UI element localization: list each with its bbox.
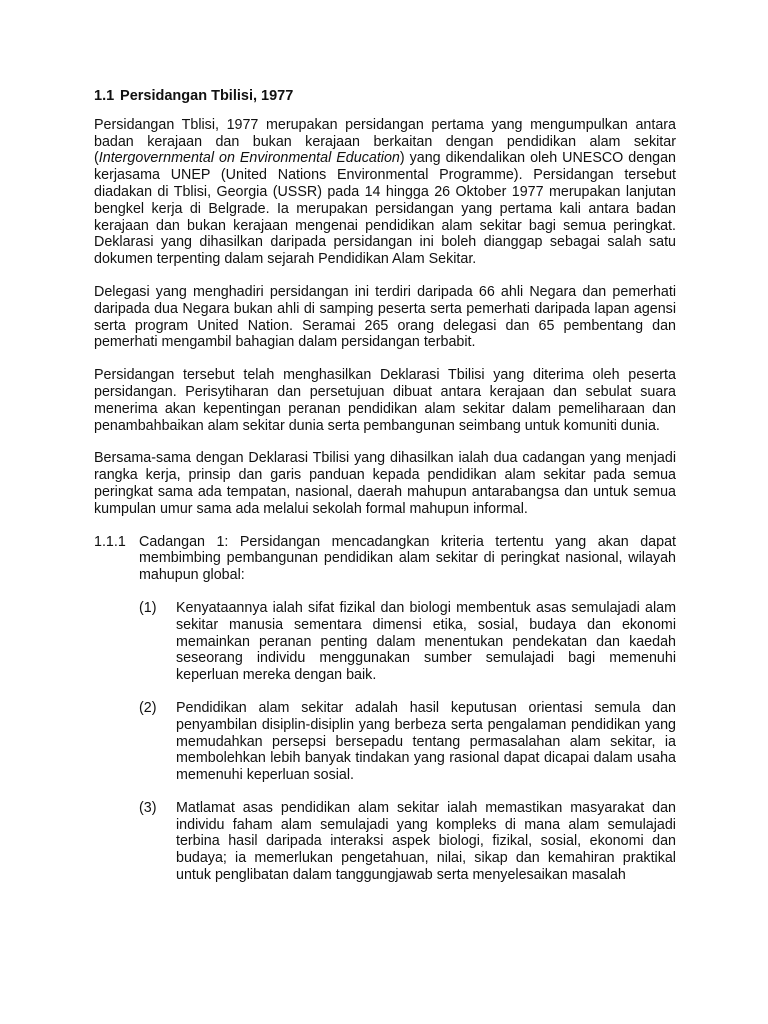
paragraph-1: [94, 117, 676, 268]
list-item: [139, 700, 676, 784]
paragraph-1-text-b: ) yang dikendalikan oleh UNESCO dengan kerjasama UNEP (United Nations Environmental Programme). Persidangan tersebut diadakan di Tblisi, Georgia (USSR) pada 14 hingga 26 Oktober 1977 merupakan lanjutan bengkel kerja di Belgrade. Ia merupakan persidangan yang pertama kali antara badan kerajaan dan bukan kerajaan mengenai pendidikan alam sekitar bagi semua peringkat. Deklarasi yang dihasilkan daripada persidangan ini boleh dianggap sebagai salah satu dokumen terpenting dalam sejarah Pendidikan Alam Sekitar.: [94, 150, 677, 268]
paragraph-2: Delegasi yang menghadiri persidangan ini terdiri daripada 66 ahli Negara dan pemerhati daripada dua Negara bukan ahli di samping peserta serta pemerhati daripada lapan agensi serta program United Nation. Seramai 265 orang delegasi dan 65 pembentang dan pemerhati mengambil bahagian dalam persidangan terbabit.: [94, 283, 676, 351]
subsection-1-1-1: [94, 534, 676, 584]
list-item-text: Pendidikan alam sekitar adalah hasil keputusan orientasi semula dan penyambilan disiplin-disiplin yang berbeza serta pengalaman pendidikan yang memudahkan persepsi bersepadu tentang permasalahan alam sekitar, ia membolehkan lebih banyak tindakan yang rasional dapat dicapai dalam usaha memenuhi keperluan sosial.: [176, 699, 676, 784]
subsection-number: 1.1.1: [94, 533, 126, 550]
list-item: [139, 800, 676, 884]
paragraph-3: Persidangan tersebut telah menghasilkan Deklarasi Tbilisi yang diterima oleh peserta persidangan. Perisytiharan dan persetujuan dibuat antara kerajaan dan sebulat suara menerima akan kepentingan peranan pendidikan alam sekitar dalam pemeliharaan dan penambahbaikan alam sekitar dunia serta pembangunan seimbang untuk komuniti dunia.: [94, 367, 676, 434]
paragraph-1-text-a: Persidangan Tblisi, 1977 merupakan persidangan pertama yang mengumpulkan antara badan kerajaan dan bukan kerajaan berkaitan dengan pendidikan alam sekitar (: [94, 116, 676, 167]
section-title: Persidangan Tbilisi, 1977: [120, 88, 294, 104]
list-item-number: (1): [139, 599, 157, 616]
section-heading: [94, 88, 676, 105]
subsection-text: Cadangan 1: Persidangan mencadangkan kriteria tertentu yang akan dapat membimbing pembangunan pendidikan alam sekitar di peringkat nasional, wilayah mahupun global:: [139, 533, 676, 584]
list-item-number: (3): [139, 799, 157, 816]
list-item-number: (2): [139, 699, 157, 716]
paragraph-1-italic-term: Intergovernmental on Environmental Education: [98, 150, 400, 167]
list-item: [139, 600, 676, 684]
section-number: 1.1: [94, 88, 115, 104]
paragraph-4: Bersama-sama dengan Deklarasi Tbilisi yang dihasilkan ialah dua cadangan yang menjadi rangka kerja, prinsip dan garis panduan kepada pendidikan alam sekitar pada semua peringkat sama ada tempatan, nasional, daerah mahupun antarabangsa dan untuk semua kumpulan umur sama ada melalui sekolah formal mahupun informal.: [94, 450, 676, 517]
list-item-text: Matlamat asas pendidikan alam sekitar ialah memastikan masyarakat dan individu faham alam semulajadi yang kompleks di mana alam semulajadi terbina hasil daripada interaksi aspek biologi, fizikal, sosial, ekonomi dan budaya; ia memerlukan pengetahuan, nilai, sikap dan kemahiran praktikal untuk penglibatan dalam tanggungjawab serta menyelesaikan masalah: [176, 799, 676, 884]
list-item-text: Kenyataannya ialah sifat fizikal dan biologi membentuk asas semulajadi alam sekitar manusia sementara dimensi etika, sosial, budaya dan ekonomi memainkan peranan penting dalam menentukan pendekatan dan kaedah seseorang individu menggunakan sumber semulajadi bagi memenuhi keperluan mereka dengan baik.: [176, 599, 676, 684]
